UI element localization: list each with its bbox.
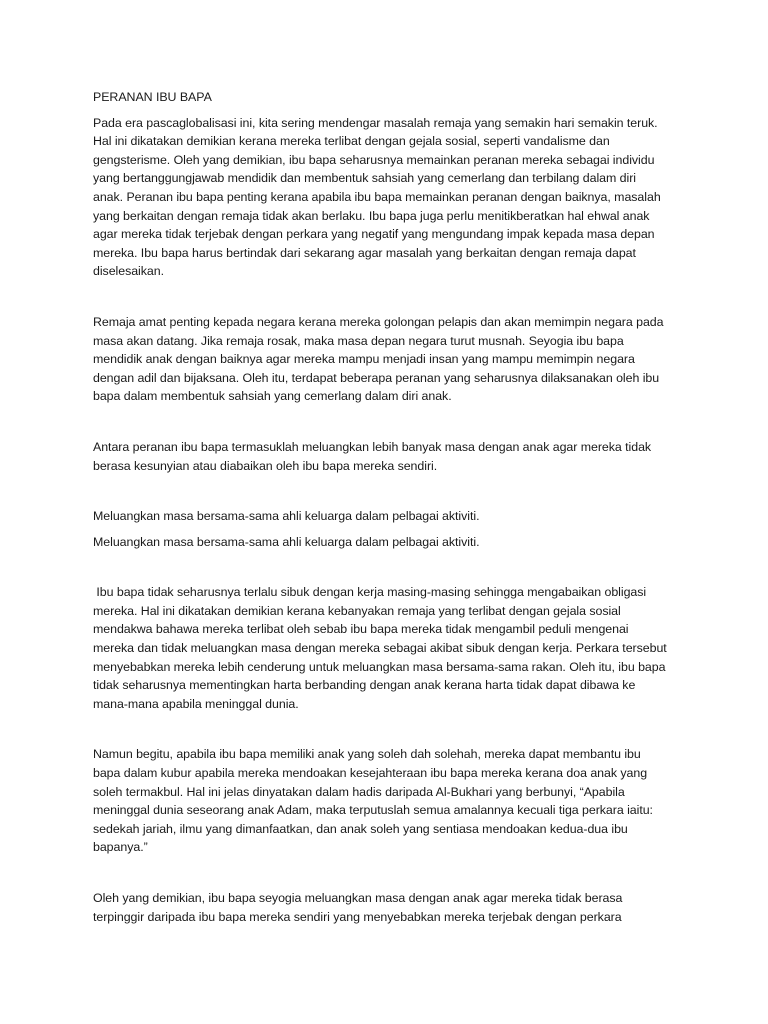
paragraph-gap xyxy=(93,406,668,438)
paragraph-sibuk: Ibu bapa tidak seharusnya terlalu sibuk dengan kerja masing-masing sehingga mengabaikan obligasi mereka. Hal ini dikatakan demikian kerana kebanyakan remaja yang terlibat dengan gejala sosial mendakwa bahawa mereka terlibat oleh sebab ibu bapa mereka tidak mengambil peduli mengenai mereka dan tidak meluangkan masa dengan mereka sebagai akibat sibuk dengan kerja. Perkara tersebut menyebabkan mereka lebih cenderung untuk meluangkan masa bersama-sama rakan. Oleh itu, ibu bapa tidak seharusnya mementingkan harta berbanding dengan anak kerana harta tidak dapat dibawa ke mana-mana apabila meninggal dunia. xyxy=(93,585,671,711)
document-title: PERANAN IBU BAPA xyxy=(93,90,212,104)
paragraph-penutup: Oleh yang demikian, ibu bapa seyogia meluangkan masa dengan anak agar mereka tidak berasa terpinggir daripada ibu bapa mereka sendiri yang menyebabkan mereka terjebak dengan perkara xyxy=(93,891,623,924)
paragraph-hadis: Namun begitu, apabila ibu bapa memiliki anak yang soleh dah solehah, mereka dapat membantu ibu bapa dalam kubur apabila mereka mendoakan kesejahteraan ibu bapa mereka kerana doa anak yang soleh termakbul. Hal ini jelas dinyatakan dalam hadis daripada Al-Bukhari yang berbunyi, “Apabila meninggal dunia seseorang anak Adam, maka terputuslah semua amalannya kecuali tiga perkara iaitu: sedekah jariah, ilmu yang dimanfaatkan, dan anak soleh yang sentiasa mendoakan kedua-dua ibu bapanya.” xyxy=(93,747,653,855)
paragraph-gap xyxy=(93,475,668,507)
paragraph-antara-peranan: Antara peranan ibu bapa termasuklah meluangkan lebih banyak masa dengan anak agar mereka tidak berasa kesunyian atau diabaikan oleh ibu bapa mereka sendiri. xyxy=(93,439,652,473)
paragraph-remaja: Remaja amat penting kepada negara kerana mereka golongan pelapis dan akan memimpin negara pada masa akan datang. Jika remaja rosak, maka masa depan negara turut musnah. Seyogia ibu bapa mendidik anak dengan baiknya agar mereka mampu menjadi insan yang mampu memimpin negara dengan adil dan bijaksana. Oleh itu, terdapat beberapa peranan yang seharusnya dilaksanakan oleh ibu bapa dalam membentuk sahsiah yang cemerlang dalam diri anak. xyxy=(93,314,664,404)
paragraph-heading-2: Meluangkan masa bersama-sama ahli keluarga dalam pelbagai aktiviti. xyxy=(93,534,480,549)
paragraph-gap xyxy=(93,281,668,313)
paragraph-gap xyxy=(93,526,668,533)
paragraph-gap xyxy=(93,713,668,745)
paragraph-heading-1: Meluangkan masa bersama-sama ahli keluarga dalam pelbagai aktiviti. xyxy=(93,509,480,524)
document-body xyxy=(93,88,671,926)
paragraph-intro: Pada era pascaglobalisasi ini, kita sering mendengar masalah remaja yang semakin hari semakin teruk. Hal ini dikatakan demikian kerana mereka terlibat dengan gejala sosial, seperti vandalisme dan gengsterisme. Oleh yang demikian, ibu bapa seharusnya memainkan peranan mereka sebagai individu yang bertanggungjawab mendidik dan membentuk sahsiah yang cemerlang dan terbilang dalam diri anak. Peranan ibu bapa penting kerana apabila ibu bapa memainkan peranan dengan baiknya, masalah yang berkaitan dengan remaja tidak akan berlaku. Ibu bapa juga perlu menitikberatkan hal ehwal anak agar mereka tidak terjebak dengan perkara yang negatif yang mengundang impak kepada masa depan mereka. Ibu bapa harus bertindak dari sekarang agar masalah yang berkaitan dengan remaja dapat diselesaikan. xyxy=(93,115,661,279)
paragraph-gap xyxy=(93,551,668,583)
paragraph-gap xyxy=(93,857,668,889)
